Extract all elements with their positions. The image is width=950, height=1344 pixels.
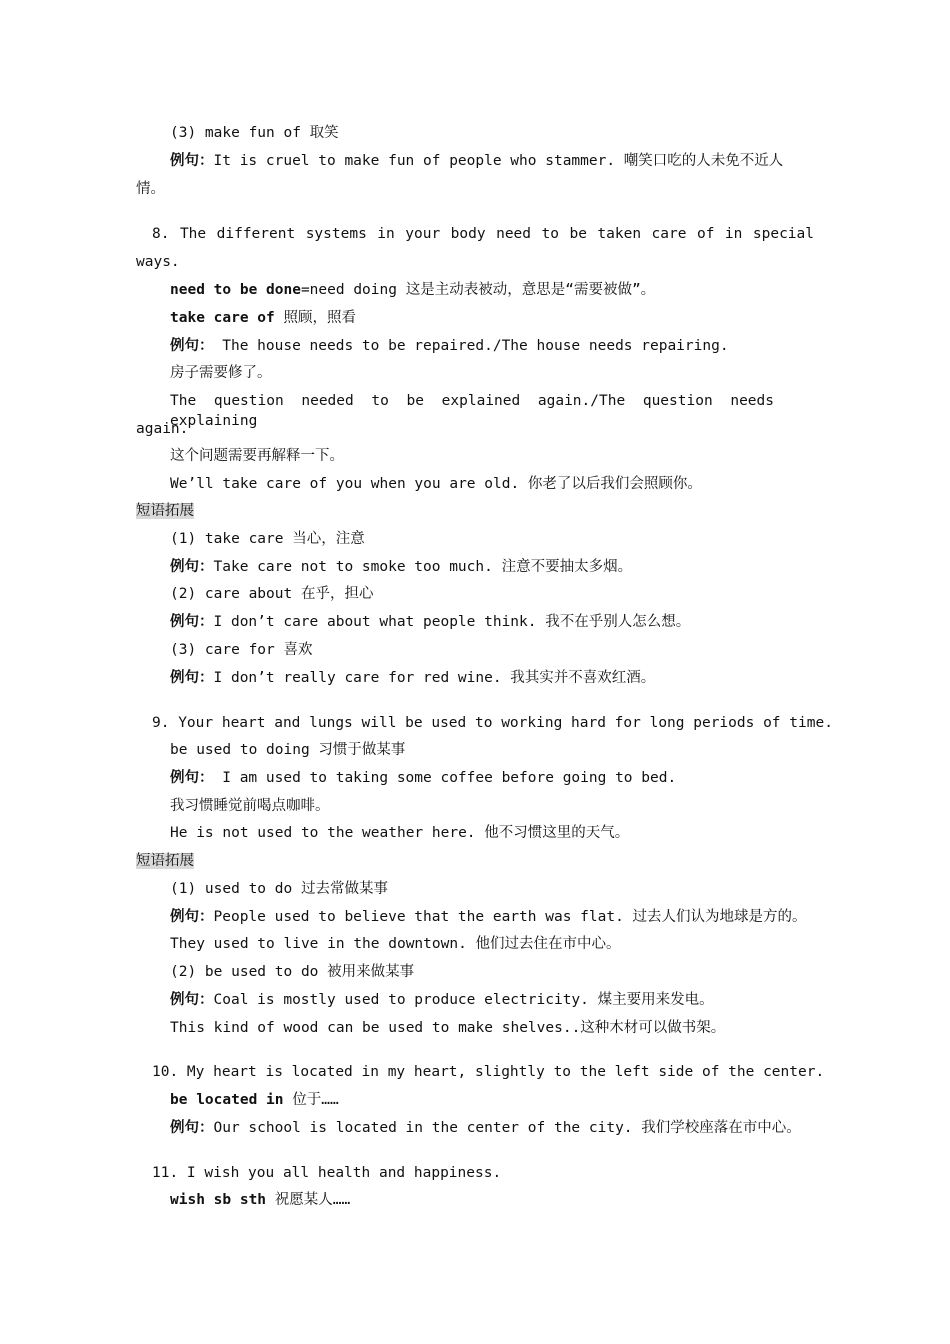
text: 祝愿某人……	[266, 1192, 351, 1208]
example-sentence	[170, 336, 729, 356]
example-label: 例句：	[170, 1120, 214, 1136]
text-line	[136, 179, 165, 199]
text: =need doing 这是主动表被动，意思是“需要被做”。	[300, 282, 656, 298]
text: 11. I wish you all health and happiness.	[152, 1165, 502, 1181]
grammar-point	[170, 740, 405, 760]
example-label: 例句：	[170, 559, 214, 575]
text: I am used to taking some coffee before going to bed.	[213, 770, 677, 786]
grammar-point	[170, 308, 356, 328]
sentence-heading-8	[152, 224, 814, 244]
example-sentence	[170, 151, 783, 171]
text: 位于……	[283, 1092, 339, 1108]
keyword: be located in	[170, 1092, 284, 1108]
example-label: 例句：	[170, 992, 214, 1008]
section-label	[136, 851, 194, 871]
text-line	[170, 934, 621, 954]
phrase-item	[170, 640, 313, 660]
text: This kind of wood can be used to make shelves..这种木材可以做书架。	[170, 1020, 726, 1036]
text-line	[170, 823, 629, 843]
text: I don’t care about what people think. 我不在乎别人怎么想。	[213, 614, 691, 630]
text: People used to believe that the earth was flat. 过去人们认为地球是方的。	[213, 909, 807, 925]
sentence-heading-10	[152, 1062, 824, 1082]
phrase-item	[170, 879, 388, 899]
text: (1) used to do 过去常做某事	[170, 881, 388, 897]
text: Coal is mostly used to produce electricity. 煤主要用来发电。	[213, 992, 714, 1008]
text: 短语拓展	[136, 853, 194, 869]
text: I don’t really care for red wine. 我其实并不喜欢红酒。	[213, 670, 656, 686]
text: 短语拓展	[136, 503, 194, 519]
example-label: 例句：	[170, 770, 214, 786]
example-sentence	[170, 612, 690, 632]
text-line	[170, 363, 272, 383]
text: 照顾，照看	[274, 310, 356, 326]
text-line	[170, 391, 774, 431]
example-sentence	[170, 990, 714, 1010]
phrase-item	[170, 529, 365, 549]
text: It is cruel to make fun of people who stammer. 嘲笑口吃的人未免不近人	[213, 153, 784, 169]
keyword: wish sb sth	[170, 1192, 267, 1208]
example-label: 例句：	[170, 338, 214, 354]
keyword: take care of	[170, 310, 275, 326]
text: 情。	[136, 181, 165, 197]
text: 9. Your heart and lungs will be used to working hard for long periods of time.	[152, 715, 833, 731]
grammar-point	[170, 1190, 350, 1210]
example-sentence	[170, 907, 807, 927]
text-line	[170, 796, 330, 816]
text: 10. My heart is located in my heart, slightly to the left side of the center.	[152, 1064, 825, 1080]
text: We’ll take care of you when you are old. 你老了以后我们会照顾你。	[170, 476, 702, 492]
example-sentence	[170, 557, 632, 577]
text-line	[170, 1018, 725, 1038]
phrase-item	[170, 962, 414, 982]
text: (2) be used to do 被用来做某事	[170, 964, 415, 980]
phrase-item	[170, 584, 373, 604]
text: ways.	[136, 254, 180, 270]
example-sentence	[170, 668, 655, 688]
text: (2) care about 在乎，担心	[170, 586, 374, 602]
text: (1) take care 当心，注意	[170, 531, 365, 547]
text: 房子需要修了。	[170, 365, 272, 381]
text: The house needs to be repaired./The house needs repairing.	[213, 338, 729, 354]
text: 8. The different systems in your body need to be taken care of in special	[152, 226, 814, 242]
example-label: 例句：	[170, 670, 214, 686]
text-line	[170, 446, 344, 466]
text-line	[136, 419, 188, 439]
example-sentence	[170, 1118, 801, 1138]
example-label: 例句：	[170, 909, 214, 925]
example-sentence	[170, 768, 676, 788]
keyword: need to be done	[170, 282, 301, 298]
text: The question needed to be explained again./The question needs explaining	[170, 393, 774, 429]
text: Take care not to smoke too much. 注意不要抽太多烟。	[213, 559, 633, 575]
text: He is not used to the weather here. 他不习惯这里的天气。	[170, 825, 630, 841]
section-label	[136, 501, 194, 521]
text: be used to doing 习惯于做某事	[170, 742, 406, 758]
text-line	[136, 252, 180, 272]
text: 这个问题需要再解释一下。	[170, 448, 344, 464]
text: They used to live in the downtown. 他们过去住在市中心。	[170, 936, 621, 952]
grammar-point	[170, 280, 655, 300]
grammar-point	[170, 1090, 339, 1110]
text: (3) care for 喜欢	[170, 642, 313, 658]
text: again.	[136, 421, 189, 437]
example-label: 例句：	[170, 153, 214, 169]
text: (3) make fun of 取笑	[170, 125, 339, 141]
text: Our school is located in the center of the city. 我们学校座落在市中心。	[213, 1120, 801, 1136]
phrase-item	[170, 123, 339, 143]
example-label: 例句：	[170, 614, 214, 630]
sentence-heading-11	[152, 1163, 501, 1183]
text: 我习惯睡觉前喝点咖啡。	[170, 798, 330, 814]
sentence-heading-9	[152, 713, 833, 733]
text-line	[170, 474, 702, 494]
